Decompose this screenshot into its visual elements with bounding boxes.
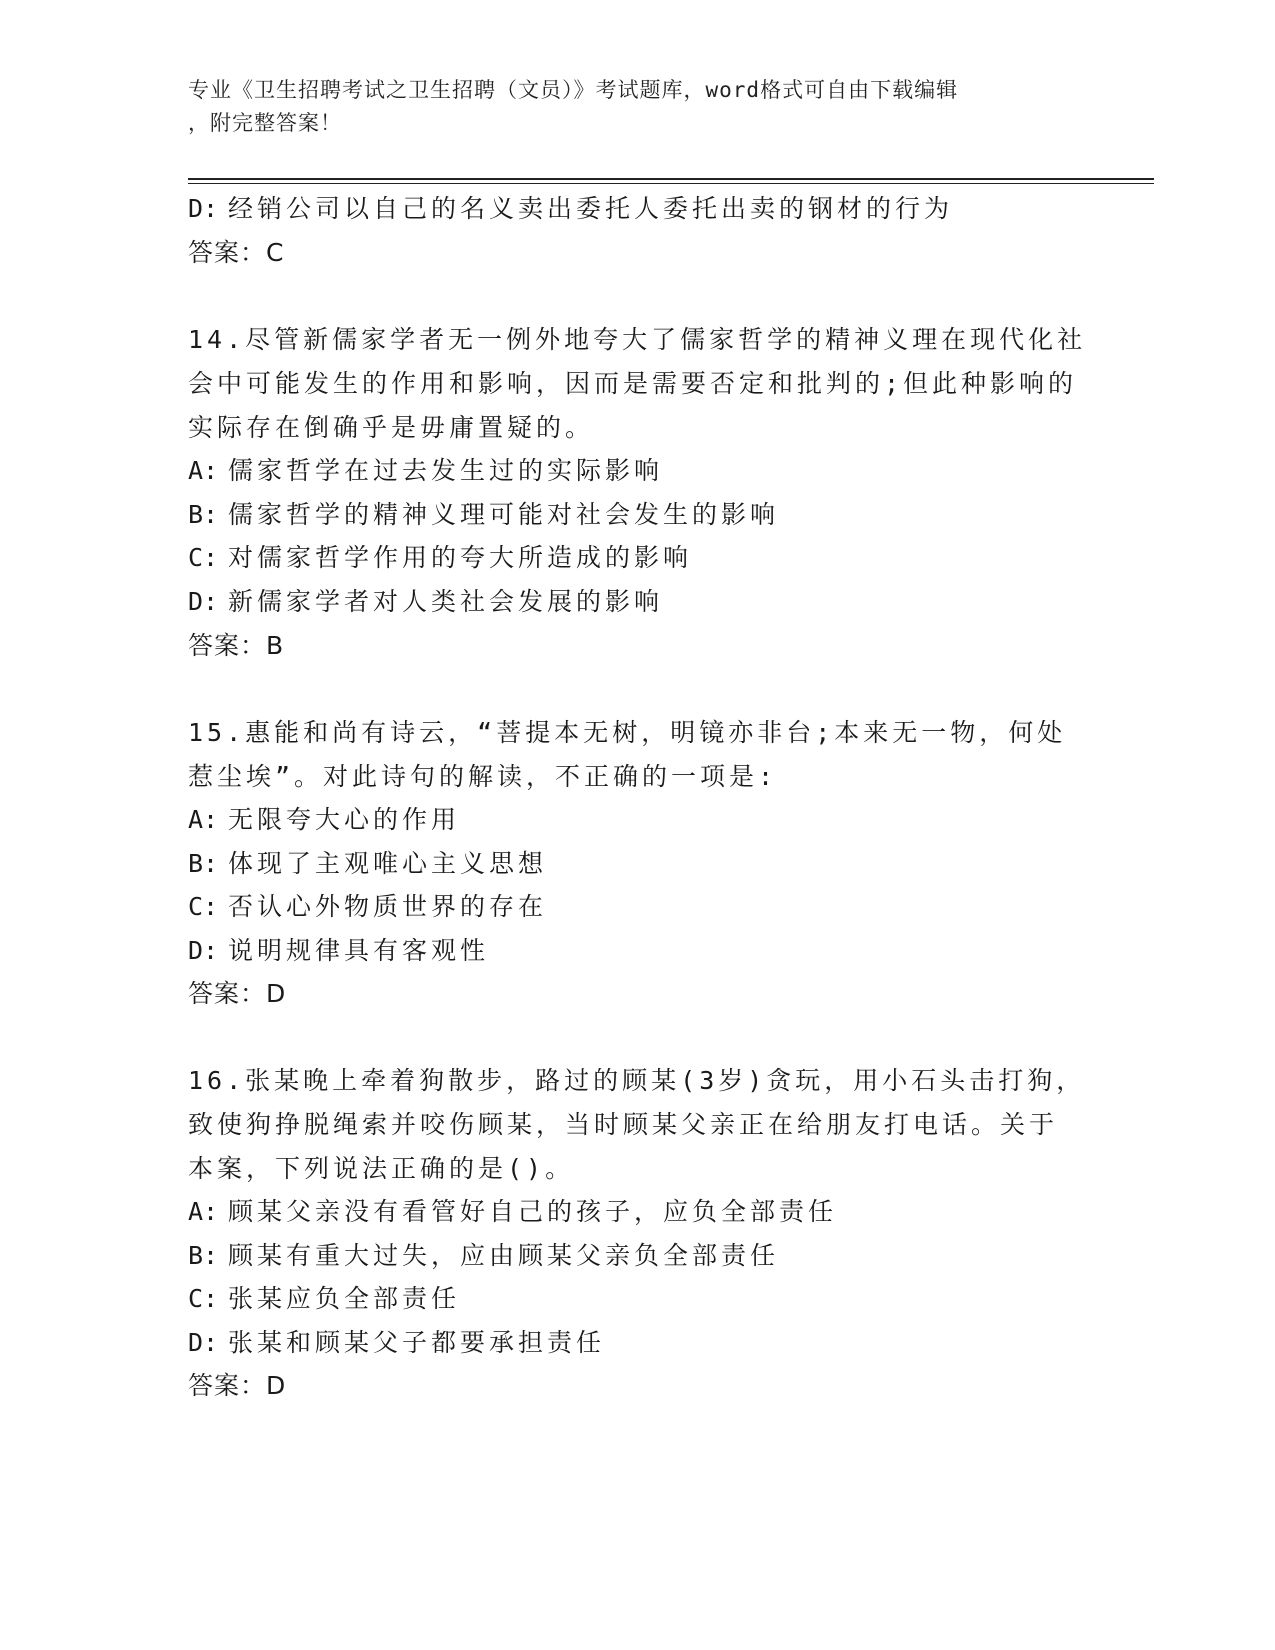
option-text: 说明规律具有客观性 xyxy=(228,936,490,965)
option-text: 张某和顾某父子都要承担责任 xyxy=(228,1328,606,1357)
option-label: C: xyxy=(188,1284,219,1313)
q15-stem-line-1: 15.惠能和尚有诗云，“菩提本无树，明镜亦非台;本来无一物，何处 xyxy=(188,718,1067,747)
option-label: A: xyxy=(188,1197,219,1226)
header-line-1: 专业《卫生招聘考试之卫生招聘（文员）》考试题库，word格式可自由下载编辑 xyxy=(188,78,959,102)
option-label: C: xyxy=(188,892,219,921)
header-rule-thick xyxy=(188,178,1154,180)
q15-option-d xyxy=(188,936,489,966)
option-text: 经销公司以自己的名义卖出委托人委托出卖的钢材的行为 xyxy=(228,194,954,223)
q16-option-a xyxy=(188,1197,837,1227)
q16-stem-line-3: 本案，下列说法正确的是()。 xyxy=(188,1154,575,1183)
option-text: 新儒家学者对人类社会发展的影响 xyxy=(228,587,664,616)
q16-answer: 答案：D xyxy=(188,1371,287,1400)
document-header xyxy=(188,74,1068,140)
option-text: 儒家哲学在过去发生过的实际影响 xyxy=(228,456,664,485)
q16-stem-line-1: 16.张某晚上牵着狗散步，路过的顾某(3岁)贪玩，用小石头击打狗， xyxy=(188,1066,1086,1095)
option-text: 体现了主观唯心主义思想 xyxy=(228,849,548,878)
option-label: D: xyxy=(188,1328,219,1357)
q16-stem-line-2: 致使狗挣脱绳索并咬伤顾某，当时顾某父亲正在给朋友打电话。关于 xyxy=(188,1110,1059,1139)
q14-stem-line-2: 会中可能发生的作用和影响，因而是需要否定和批判的;但此种影响的 xyxy=(188,369,1078,398)
option-label: A: xyxy=(188,805,219,834)
q14-option-b xyxy=(188,500,779,530)
option-text: 儒家哲学的精神义理可能对社会发生的影响 xyxy=(228,500,780,529)
option-label: C: xyxy=(188,543,219,572)
q15-answer: 答案：D xyxy=(188,979,287,1008)
q14-option-a xyxy=(188,456,663,486)
option-label: D: xyxy=(188,936,219,965)
option-label: D: xyxy=(188,587,219,616)
option-label: B: xyxy=(188,1241,219,1270)
q15-stem-line-2: 惹尘埃”。对此诗句的解读，不正确的一项是: xyxy=(188,762,778,791)
prev-answer: 答案：C xyxy=(188,238,285,267)
option-text: 对儒家哲学作用的夸大所造成的影响 xyxy=(228,543,693,572)
prev-option-d xyxy=(188,194,953,224)
option-label: D: xyxy=(188,194,219,223)
q14-stem-line-3: 实际存在倒确乎是毋庸置疑的。 xyxy=(188,413,595,442)
option-text: 顾某父亲没有看管好自己的孩子，应负全部责任 xyxy=(228,1197,838,1226)
option-text: 顾某有重大过失，应由顾某父亲负全部责任 xyxy=(228,1241,780,1270)
q15-option-c xyxy=(188,892,547,922)
q14-option-c xyxy=(188,543,692,573)
option-label: B: xyxy=(188,500,219,529)
q14-option-d xyxy=(188,587,663,617)
q14-answer: 答案：B xyxy=(188,631,285,660)
option-label: B: xyxy=(188,849,219,878)
option-text: 否认心外物质世界的存在 xyxy=(228,892,548,921)
header-line-2: ，附完整答案！ xyxy=(188,111,342,135)
option-text: 张某应负全部责任 xyxy=(228,1284,461,1313)
q15-option-a xyxy=(188,805,460,835)
option-text: 无限夸大心的作用 xyxy=(228,805,461,834)
q15-option-b xyxy=(188,849,547,879)
q14-stem-line-1: 14.尽管新儒家学者无一例外地夸大了儒家哲学的精神义理在现代化社 xyxy=(188,325,1087,354)
header-rule-thin xyxy=(188,183,1154,184)
q16-option-b xyxy=(188,1241,779,1271)
option-label: A: xyxy=(188,456,219,485)
q16-option-c xyxy=(188,1284,460,1314)
q16-option-d xyxy=(188,1328,605,1358)
